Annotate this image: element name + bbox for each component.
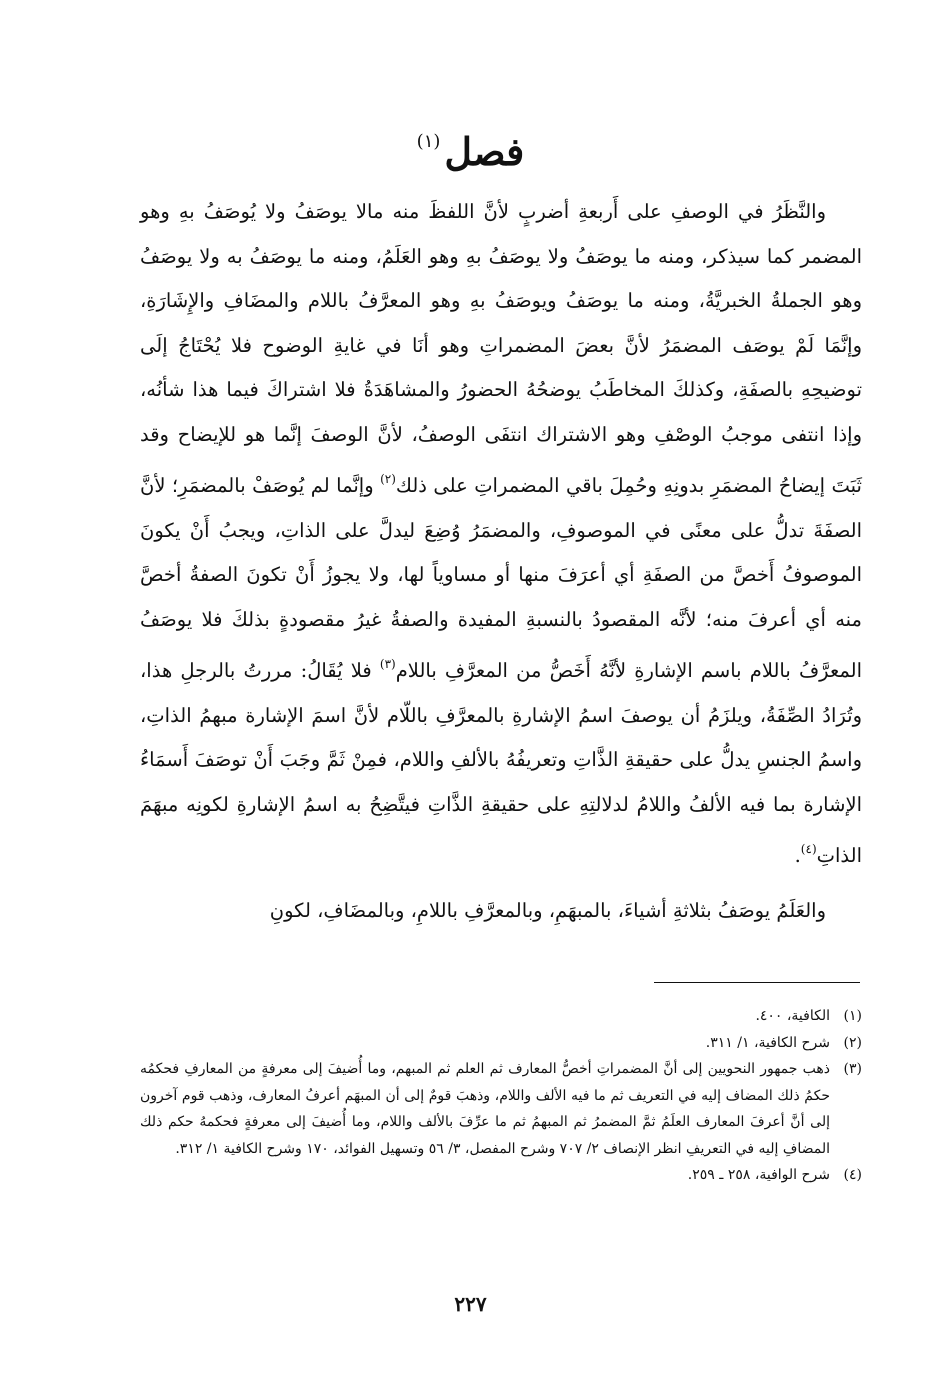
footnote-number: (٢) <box>843 1034 862 1051</box>
footnote-number: (١) <box>843 1008 862 1024</box>
footnote-number: (٣) <box>843 1061 862 1077</box>
footnote-2 <box>140 1030 862 1057</box>
paragraph-1-part-1: والنَّظَرُ في الوصفِ على أَربعةِ أضربٍ لأنَّ اللفظَ منه مالا يوصَفُ ولا يُوصَفُ بهِ وهو المضمر كما سيذكر، ومنه ما يوصَفُ ولا يوصَفُ بهِ وهو العَلَمُ، ومنه ما يوصَفُ به ولا يوصَفُ وهو الجملةُ الخبريَّةُ، ومنه ما يوصَفُ ويوصَفُ بهِ وهو المعرَّفُ باللام والمضَافِ والإِشَارَةِ، وإنَّمَا لَمْ يوصَف المضمَرُ لأنَّ بعضَ المضمراتِ وهو أنَا في غايةِ الوضوح فلا يُحْتَاجُ إلَى توضيحِهِ بالصفَةِ، وكذلكَ المخاطَبُ يوضحُهُ الحضورُ والمشاهَدَةُ فلا اشتراكَ فيما هذا شأنُه، وإذا انتفى موجبُ الوصْفِ وهو الاشتراك انتفَى الوصفُ، لأنَّ الوصفَ إنَّما هو للإيضاح وقد ثَبَتَ إيضاحُ المضمَرِ بدونِهِ وحُمِلَ باقي المضمراتِ على ذلك <box>140 200 862 497</box>
paragraph-1-part-2: وإنَّما لم يُوصَفْ بالمضمَرِ؛ لأنَّ الصفَةَ تدلُّ على معنًى في الموصوفِ، والمضمَرُ وُضِعَ ليدلَّ على الذاتِ، ويجبُ أَنْ يكونَ الموصوفُ أَخصَّ من الصفَةِ أي أعرَفَ منها أو مساوياً لها، ولا يجوزُ أَنْ تكونَ الصفةُ أخصَّ منه أي أعرفَ منه؛ لأنَّه المقصودُ بالنسبةِ المفيدة والصفةُ غيرُ مقصودةٍ بذلكَ فلا يوصَفُ المعرَّفُ باللام باسم الإشارةِ لأنَّهُ أَخَصُّ من المعرَّفِ باللام <box>140 474 862 682</box>
footnote-text: شرح الوافية، ٢٥٨ ـ ٢٥٩. <box>687 1167 830 1183</box>
page-number: ٢٢٧ <box>454 1292 487 1316</box>
paragraph-1 <box>140 190 862 879</box>
heading-title: فصل <box>444 129 525 174</box>
heading-footnote-ref: (١) <box>416 131 441 152</box>
footnote-ref-4: (٤) <box>800 842 817 856</box>
footnote-number: (٤) <box>843 1167 862 1183</box>
footnote-text: الكافية، ٤٠٠. <box>755 1008 830 1024</box>
footnote-divider <box>654 982 860 983</box>
paragraph-1-end: . <box>794 844 801 867</box>
paragraph-2: والعَلَمُ يوصَفُ بثلاثةِ أشياءَ، بالمبهَمِ، وبالمعرَّفِ باللامِ، وبالمضَافِ، لكونِ <box>269 898 826 922</box>
footnote-3 <box>140 1056 862 1162</box>
footnote-4 <box>140 1162 862 1189</box>
main-text <box>140 190 862 933</box>
footnote-ref-3: (٣) <box>379 657 396 671</box>
footnote-ref-2: (٢) <box>380 472 396 486</box>
footnote-text: شرح الكافية، ١/ ٣١١. <box>705 1034 830 1051</box>
paragraph-1-part-3: فلا يُقَالُ: مررتُ بالرجلِ هذا، وتُرَادُ الصِّفَةُ، ويلزَمُ أن يوصفَ اسمُ الإشارةِ بالمعرَّفِ باللّام لأنَّ اسمَ الإشارة مبهمُ الذاتِ، واسمُ الجنسِ يدلُّ على حقيقةِ الذَّاتِ وتعريفُهُ بالألفِ واللام، فمِنْ ثَمَّ وجَبَ أَنْ توصَفَ أَسمَاءُ الإشارة بما فيه الألفُ واللامُ لدلالتِهِ على حقيقةِ الذَّاتِ فيتَّضِحُ به اسمُ الإشارةِ لكونِه مبهَمَ الذاتِ <box>140 659 862 867</box>
footnotes <box>140 1003 862 1189</box>
footnote-text: ذهب جمهور النحويين إلى أنَّ المضمراتِ أخصُّ المعارف ثم العلم ثم المبهم، وما أُضيفَ إلى معرفةٍ من المعارفِ فحكمُه حكمُ ذلك المضاف إليه في التعريف ثم ما فيه الألف واللام، وذهبَ قومٌ إلى أن المبهَم أعرفُ المعارف، وذهب قوم آخرون إلى أنَّ أعرفَ المعارف العلَمُ ثمَّ المضمرُ ثم المبهمُ ثم ما عرِّفَ بالألف واللام، وما أُضيفَ إلى معرفةٍ فحكمهُ حكم ذلك المضافِ إليه في التعريفِ انظر الإنصاف ٢/ ٧٠٧ وشرح المفصل، ٣/ ٥٦ وتسهيل الفوائد، ١٧٠ وشرح الكافية ١/ ٣١٢. <box>140 1061 830 1157</box>
section-heading <box>0 112 941 182</box>
footnote-1 <box>140 1003 862 1030</box>
